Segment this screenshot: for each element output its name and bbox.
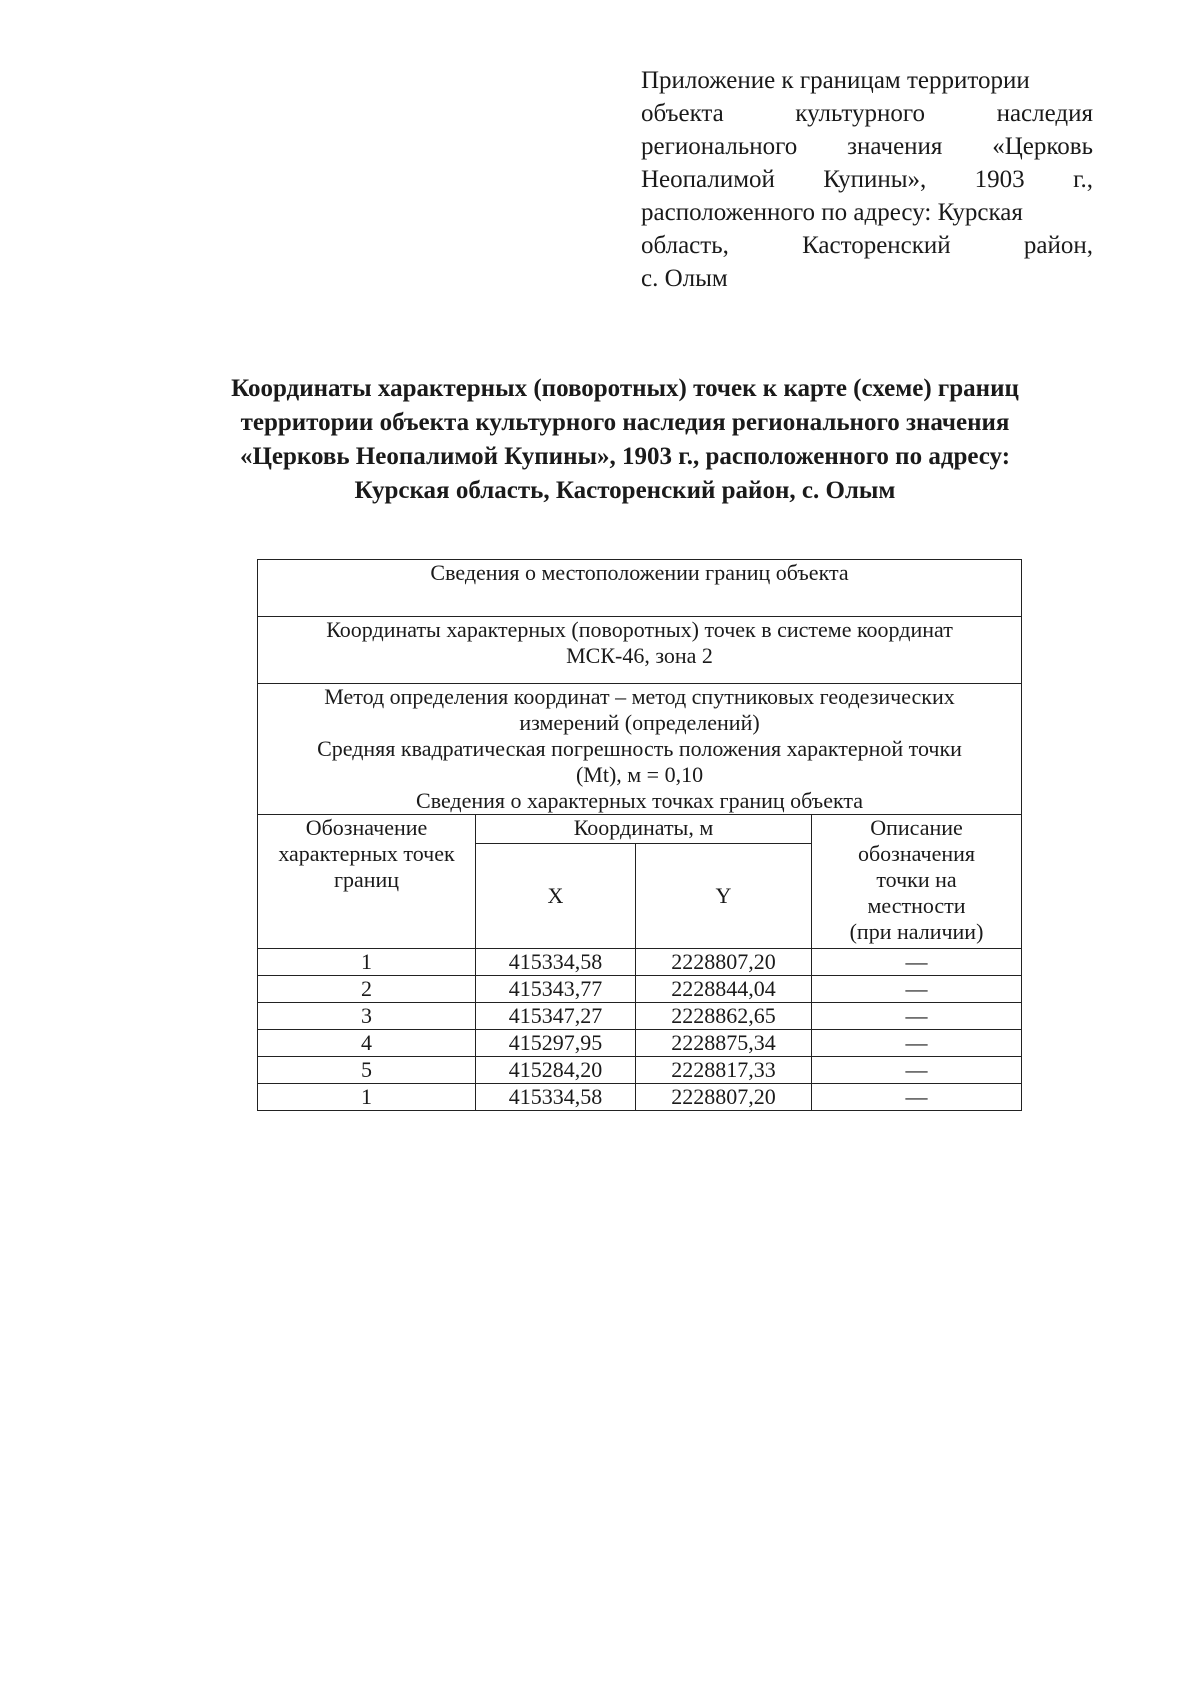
appendix-line: расположенного по адресу: Курская — [641, 199, 1023, 226]
appendix-line: с. Олым — [641, 265, 728, 292]
description-header — [812, 815, 1022, 949]
description-header-line: точки на — [876, 867, 957, 892]
system-header-row — [258, 617, 1022, 684]
description-header-line: обозначения — [857, 841, 976, 866]
coordinate-system-header — [258, 617, 1022, 684]
title-line: Координаты характерных (поворотных) точек к карте (схеме) границ — [231, 375, 1019, 402]
point-cell: 1 — [258, 1084, 476, 1111]
location-header-row — [258, 560, 1022, 617]
description-cell: — — [812, 949, 1022, 976]
point-cell: 5 — [258, 1057, 476, 1084]
x-cell: 415347,27 — [476, 1003, 636, 1030]
description-cell: — — [812, 1003, 1022, 1030]
appendix-line — [641, 97, 1093, 130]
description-cell: — — [812, 1030, 1022, 1057]
point-cell: 4 — [258, 1030, 476, 1057]
y-cell: 2228875,34 — [636, 1030, 812, 1057]
appendix-word: область, — [641, 232, 729, 259]
table-row — [258, 1003, 1022, 1030]
designation-header-line: Обозначение — [305, 815, 428, 840]
method-line: (Mt), м = 0,10 — [575, 762, 704, 787]
system-header-line: МСК-46, зона 2 — [566, 643, 713, 668]
title-line: Курская область, Касторенский район, с. Олым — [354, 477, 896, 504]
description-cell: — — [812, 1057, 1022, 1084]
designation-header — [258, 815, 476, 949]
y-cell: 2228807,20 — [636, 949, 812, 976]
point-cell: 2 — [258, 976, 476, 1003]
appendix-word: наследия — [996, 100, 1093, 127]
document-title — [150, 372, 1100, 508]
title-line: территории объекта культурного наследия регионального значения — [240, 409, 1010, 436]
table-row — [258, 949, 1022, 976]
appendix-word: г., — [1073, 166, 1093, 193]
appendix-line — [641, 229, 1093, 262]
appendix-word: объекта — [641, 100, 724, 127]
designation-header-line: границ — [333, 867, 400, 892]
appendix-word: Купины», — [823, 166, 927, 193]
coordinates-header: Координаты, м — [476, 815, 812, 844]
method-line: измерений (определений) — [519, 710, 760, 735]
table-row — [258, 1030, 1022, 1057]
table-row — [258, 1084, 1022, 1111]
y-cell: 2228844,04 — [636, 976, 812, 1003]
method-line: Средняя квадратическая погрешность положения характерной точки — [317, 736, 962, 761]
point-cell: 3 — [258, 1003, 476, 1030]
appendix-word: регионального — [641, 133, 798, 160]
location-header: Сведения о местоположении границ объекта — [258, 560, 1022, 617]
description-header-line: Описание — [870, 815, 963, 840]
method-description — [258, 684, 1022, 815]
appendix-note — [641, 64, 1093, 295]
appendix-word: Касторенский — [802, 232, 951, 259]
y-cell: 2228807,20 — [636, 1084, 812, 1111]
appendix-line — [641, 130, 1093, 163]
table-row — [258, 1057, 1022, 1084]
column-header-row — [258, 815, 1022, 844]
appendix-word: «Церковь — [992, 133, 1093, 160]
appendix-word: район, — [1023, 232, 1093, 259]
appendix-line: Приложение к границам территории — [641, 67, 1030, 94]
appendix-word: 1903 — [974, 166, 1025, 193]
table-row — [258, 976, 1022, 1003]
description-cell: — — [812, 1084, 1022, 1111]
y-cell: 2228817,33 — [636, 1057, 812, 1084]
system-header-line: Координаты характерных (поворотных) точек в системе координат — [326, 617, 953, 642]
x-cell: 415284,20 — [476, 1057, 636, 1084]
x-cell: 415343,77 — [476, 976, 636, 1003]
x-cell: 415334,58 — [476, 949, 636, 976]
x-header: X — [476, 844, 636, 949]
x-cell: 415297,95 — [476, 1030, 636, 1057]
y-header: Y — [636, 844, 812, 949]
description-header-line: (при наличии) — [849, 919, 984, 944]
designation-header-line: характерных точек — [278, 841, 455, 866]
appendix-word: значения — [847, 133, 943, 160]
point-cell: 1 — [258, 949, 476, 976]
coordinates-table — [257, 559, 1022, 1111]
title-line: «Церковь Неопалимой Купины», 1903 г., расположенного по адресу: — [239, 443, 1011, 470]
y-cell: 2228862,65 — [636, 1003, 812, 1030]
appendix-word: культурного — [795, 100, 926, 127]
description-header-line: местности — [867, 893, 966, 918]
appendix-line — [641, 163, 1093, 196]
appendix-word: Неопалимой — [641, 166, 775, 193]
description-cell: — — [812, 976, 1022, 1003]
method-line: Сведения о характерных точках границ объекта — [416, 788, 863, 813]
method-line: Метод определения координат – метод спутниковых геодезических — [324, 684, 955, 709]
method-row — [258, 684, 1022, 815]
x-cell: 415334,58 — [476, 1084, 636, 1111]
